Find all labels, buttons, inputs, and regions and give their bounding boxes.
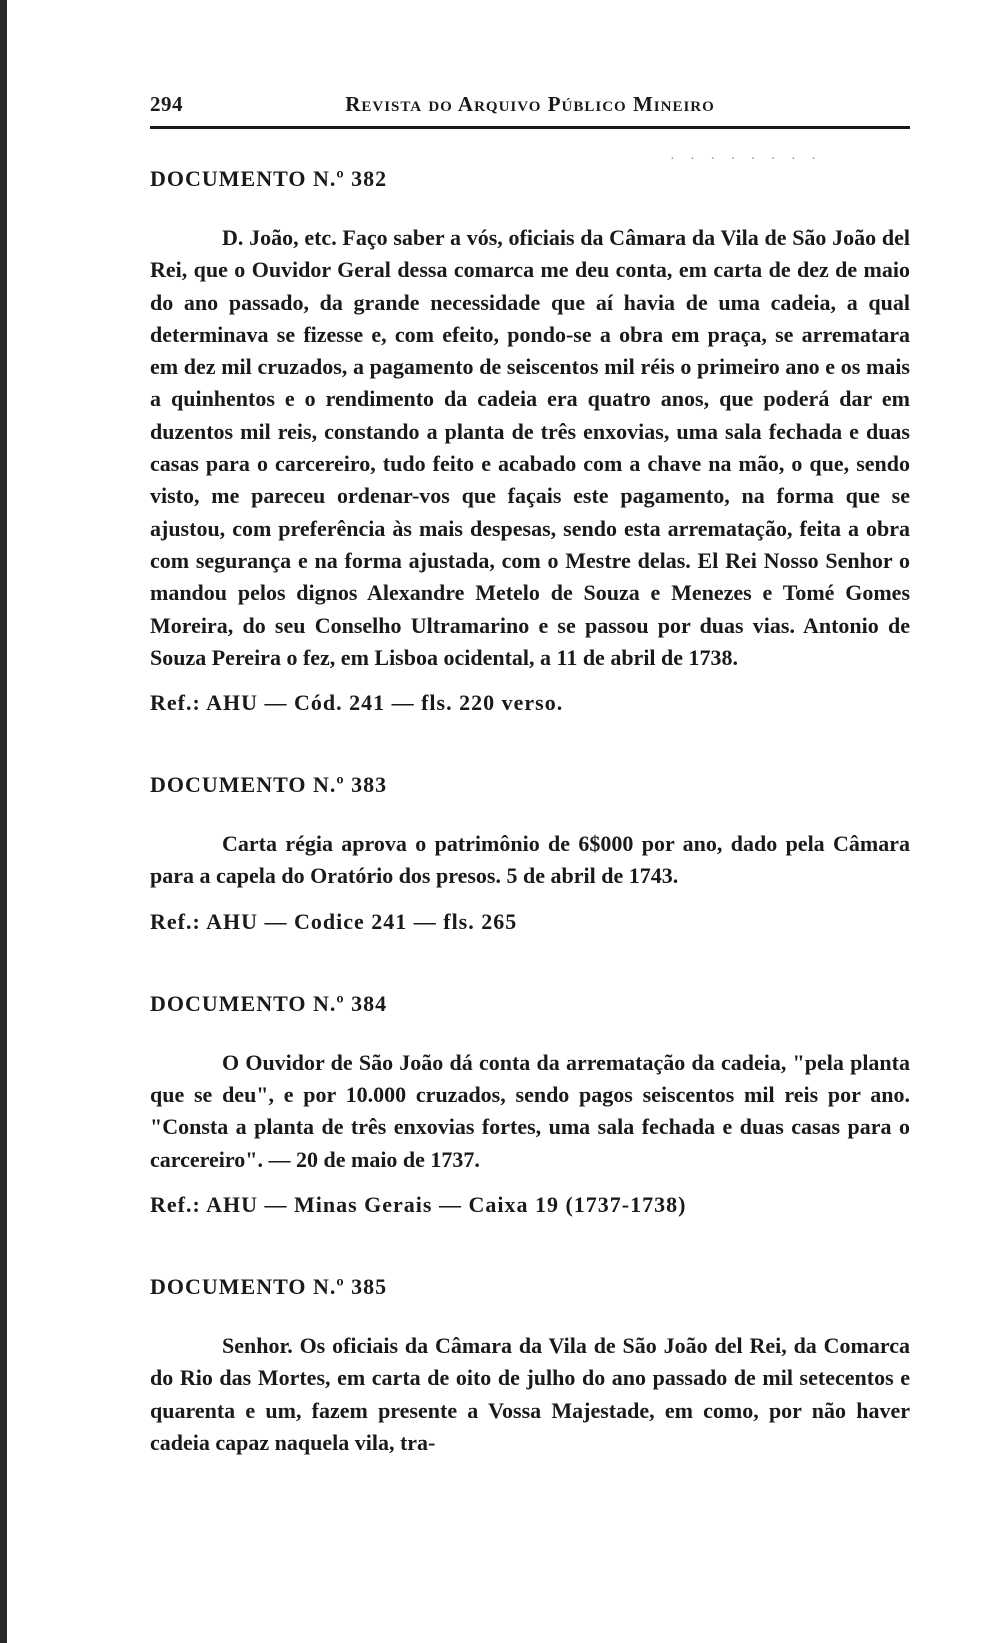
document-text: D. João, etc. Faço saber a vós, oficiais da Câmara da Vila de São João del Rei, que o Ouvidor Geral dessa comarca me deu conta, em carta de dez de maio do ano passado, da grande necessidade que aí havia de uma cadeia, a qual determinava se fizesse e, com efeito, pondo-se a obra em praça, se arrematara em dez mil cruzados, a pagamento de seiscentos mil réis o primeiro ano e os mais a quinhentos e o rendimento da cadeia era quatro anos, que poderá dar em duzentos mil reis, constando a planta de três enxovias, uma sala fechada e duas casas para o carcereiro, tudo feito e acabado com a chave na mão, o que, sendo visto, me pareceu ordenar-vos que façais este pagamento, na forma que se ajustou, com preferência às mais despesas, sendo esta arrematação, feita a obra com segurança e na forma ajustada, com o Mestre delas. El Rei Nosso Senhor o mandou pelos dignos Alexandre Metelo de Souza e Menezes e Tomé Gomes Moreira, do seu Conselho Ultramarino e se passou por duas vias. Antonio de Souza Pereira o fez, em Lisboa ocidental, a 11 de abril de 1738. xyxy=(150,225,910,670)
document-heading: DOCUMENTO N.º 382 xyxy=(150,166,388,191)
document-reference: Ref.: AHU — Codice 241 — fls. 265 xyxy=(150,908,518,934)
page xyxy=(150,92,910,1459)
document-text: Senhor. Os oficiais da Câmara da Vila de São João del Rei, da Comarca do Rio das Mortes, em carta de oito de julho do ano passado de mil setecentos e quarenta e um, fazem presente a Vossa Majestade, em como, por não haver cadeia capaz naquela vila, tra- xyxy=(150,1332,910,1455)
print-speck: · · · · · · · · xyxy=(670,152,822,167)
document-383 xyxy=(150,772,910,935)
page-number: 294 xyxy=(150,92,183,116)
running-head xyxy=(150,92,910,120)
document-385 xyxy=(150,1274,910,1459)
document-reference: Ref.: AHU — Cód. 241 — fls. 220 verso. xyxy=(150,690,564,716)
document-384 xyxy=(150,991,910,1218)
header-rule xyxy=(150,126,910,129)
document-text: Carta régia aprova o patrimônio de 6$000 por ano, dado pela Câmara para a capela do Oratório dos presos. 5 de abril de 1743. xyxy=(150,831,910,889)
document-heading: DOCUMENTO N.º 384 xyxy=(150,990,388,1016)
journal-title: Revista do Arquivo Público Mineiro xyxy=(345,92,715,116)
document-heading: DOCUMENTO N.º 383 xyxy=(150,772,388,798)
document-heading: DOCUMENTO N.º 385 xyxy=(150,1273,388,1299)
document-382 xyxy=(150,166,910,716)
document-text: O Ouvidor de São João dá conta da arrematação da cadeia, "pela planta que se deu", e por 10.000 cruzados, sendo pagos seiscentos mil reis por ano. "Consta a planta de três enxovias fortes, uma sala fechada e duas casas para o carcereiro". — 20 de maio de 1737. xyxy=(150,1049,910,1172)
document-reference: Ref.: AHU — Minas Gerais — Caixa 19 (1737-1738) xyxy=(150,1191,687,1217)
page-edge-shadow xyxy=(0,0,7,1643)
